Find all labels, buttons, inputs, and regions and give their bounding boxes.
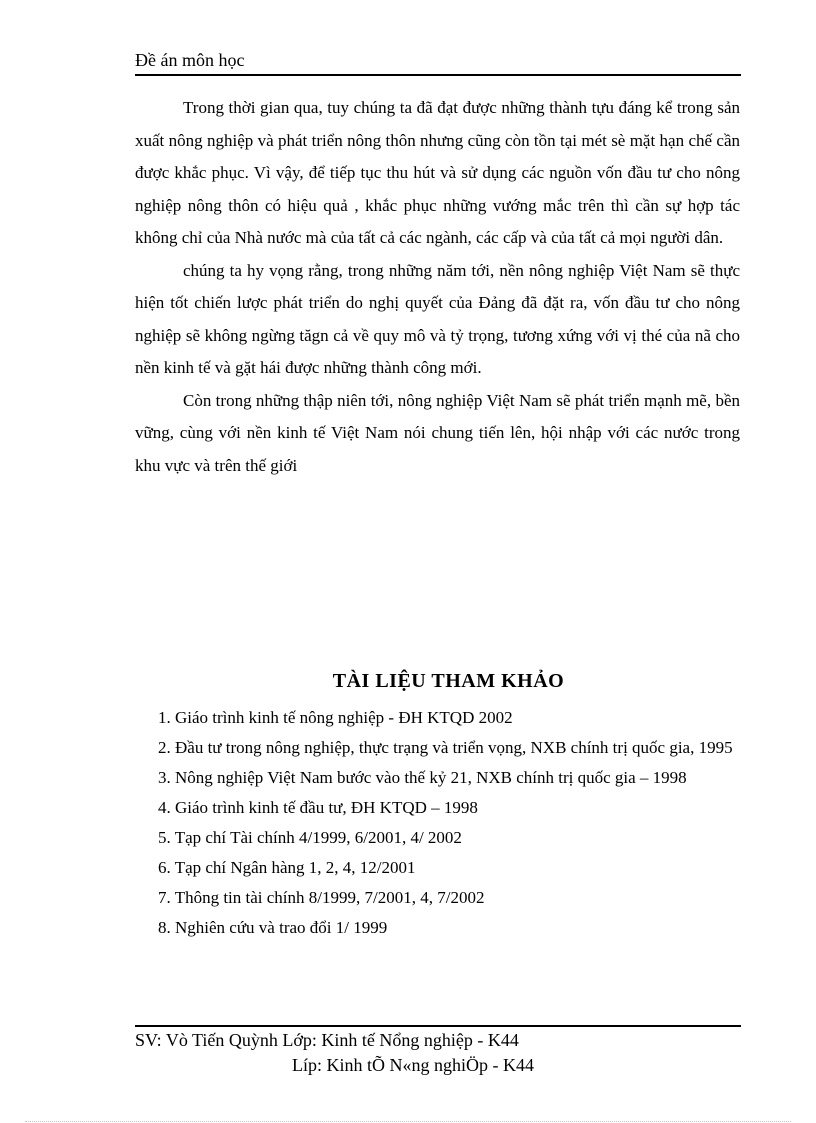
paragraph: Trong thời gian qua, tuy chúng ta đã đạt được những thành tựu đáng kể trong sản xuất nông nghiệp và phát triển nông thôn nhưng cũng còn tồn tại mét sè mặt hạn chế cần được khắc phục. Vì vậy, để tiếp tục thu hút và sử dụng các nguồn vốn đầu tư cho nông nghiệp nông thôn có hiệu quả , khắc phục những vướng mắc trên thì cần sự hợp tác không chỉ của Nhà nước mà của tất cả các ngành, các cấp và của tất cả mọi người dân. — [135, 98, 740, 247]
reference-item: 5. Tạp chí Tài chính 4/1999, 6/2001, 4/ 2002 — [158, 828, 462, 847]
paragraph: Còn trong những thập niên tới, nông nghiệp Việt Nam sẽ phát triển mạnh mẽ, bền vững, cùng với nền kinh tế Việt Nam nói chung tiến lên, hội nhập với các nước trong khu vực và trên thế giới — [135, 390, 740, 475]
reference-item: 1. Giáo trình kinh tế nông nghiệp - ĐH KTQD 2002 — [158, 708, 513, 727]
paragraph: chúng ta hy vọng rằng, trong những năm tới, nền nông nghiệp Việt Nam sẽ thực hiện tốt chiến lược phát triển do nghị quyết của Đảng đã đặt ra, vốn đầu tư cho nông nghiệp sẽ không ngừng tăgn cả về quy mô và tỷ trọng, tương xứng với vị thé của nã cho nền kinh tế và gặt hái được những thành công mới. — [135, 260, 740, 377]
body-text — [135, 92, 740, 482]
references-title: TÀI LIỆU THAM KHẢO — [332, 670, 565, 692]
footer-class-info: Líp: Kinh tÕ N«ng nghiÖp - K44 — [292, 1055, 534, 1075]
reference-item: 8. Nghiên cứu và trao đổi 1/ 1999 — [158, 918, 388, 937]
reference-item: 2. Đầu tư trong nông nghiệp, thực trạng và triển vọng, NXB chính trị quốc gia, 1995 — [158, 738, 733, 757]
page-header: Đề án môn học — [135, 50, 245, 70]
reference-item: 3. Nông nghiệp Việt Nam bước vào thế kỷ 21, NXB chính trị quốc gia – 1998 — [158, 768, 687, 787]
reference-item: 4. Giáo trình kinh tế đầu tư, ĐH KTQD – 1998 — [158, 798, 478, 817]
footer-student-info: SV: Vò Tiến Quỳnh Lớp: Kinh tế Nổng nghiệp - K44 — [135, 1030, 519, 1050]
page-edge — [25, 1121, 791, 1122]
footer-divider — [135, 1025, 741, 1027]
reference-item: 7. Thông tin tài chính 8/1999, 7/2001, 4, 7/2002 — [158, 888, 485, 907]
header-divider — [135, 74, 741, 76]
reference-item: 6. Tạp chí Ngân hàng 1, 2, 4, 12/2001 — [158, 858, 416, 877]
references-list — [158, 703, 740, 943]
